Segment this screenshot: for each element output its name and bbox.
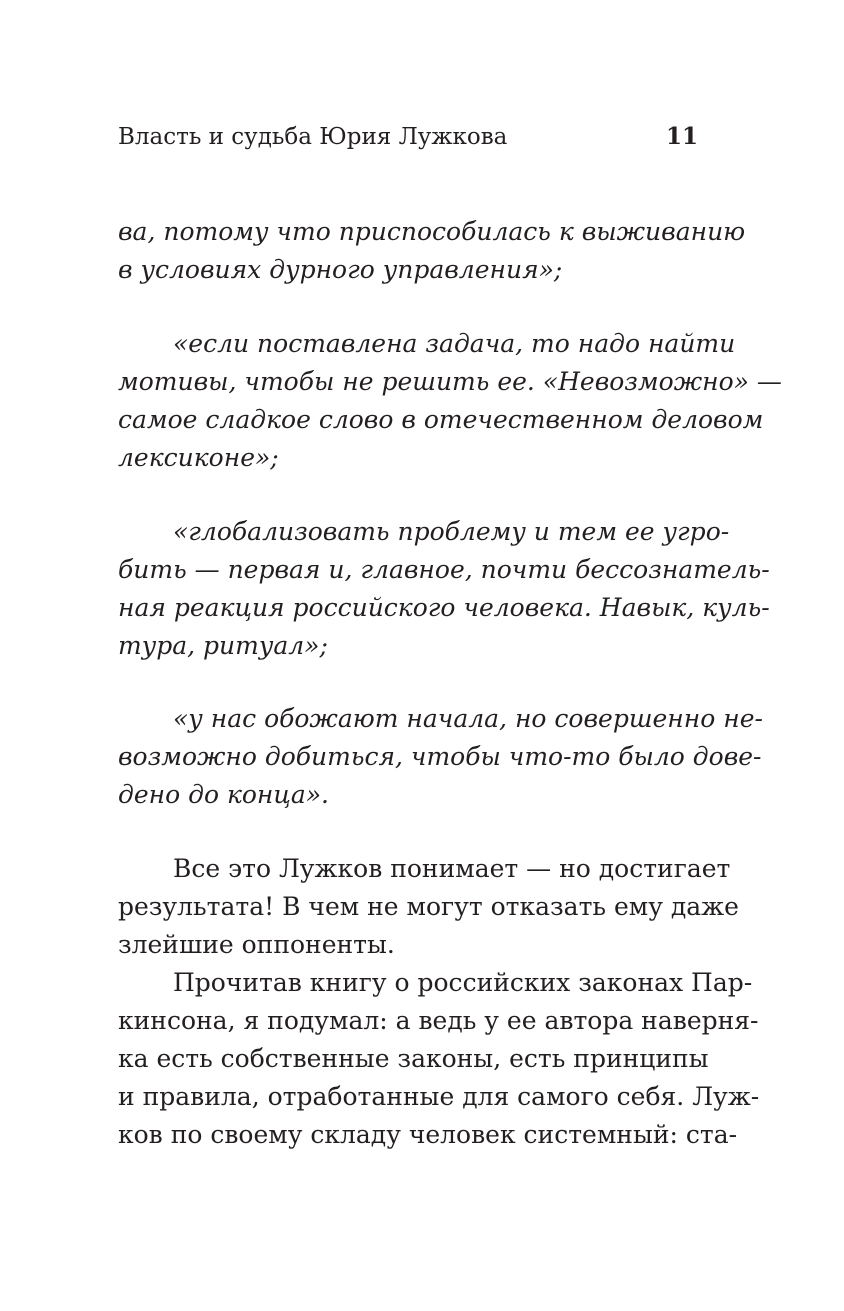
quote-paragraph	[118, 513, 770, 665]
text-line: самое сладкое слово в отечественном деловом	[118, 405, 764, 434]
running-head	[118, 120, 698, 154]
quote-continuation	[118, 213, 746, 289]
text-line: бить — первая и, главное, почти бессознатель-	[118, 555, 770, 584]
text-line: лексиконе»;	[118, 443, 279, 472]
text-line: дено до конца».	[118, 780, 329, 809]
text-line: ная реакция российского человека. Навык, куль-	[118, 593, 770, 622]
body-paragraph	[118, 964, 760, 1154]
text-line: злейшие оппоненты.	[118, 930, 395, 959]
text-line: ва, потому что приспособилась к выживанию	[118, 217, 746, 246]
text-line: возможно добиться, чтобы что-то было дове-	[118, 742, 762, 771]
text-line: результата! В чем не могут отказать ему даже	[118, 892, 739, 921]
text-line: и правила, отработанные для самого себя. Луж-	[118, 1082, 760, 1111]
text-line: Прочитав книгу о российских законах Пар-	[173, 968, 753, 997]
running-title: Власть и судьба Юрия Лужкова	[118, 124, 508, 150]
text-line: в условиях дурного управления»;	[118, 255, 563, 284]
text-line: «если поставлена задача, то надо найти	[173, 329, 736, 358]
text-line: кинсона, я подумал: а ведь у ее автора наверня-	[118, 1006, 759, 1035]
quote-paragraph	[118, 700, 763, 814]
text-line: мотивы, чтобы не решить ее. «Невозможно» —	[118, 367, 782, 396]
text-line: ка есть собственные законы, есть принципы	[118, 1044, 709, 1073]
page-number: 11	[665, 123, 698, 150]
text-line: ков по своему складу человек системный: ста-	[118, 1120, 738, 1149]
quote-paragraph	[118, 325, 782, 477]
text-line: Все это Лужков понимает — но достигает	[173, 854, 731, 883]
body-paragraph	[118, 850, 739, 964]
text-line: «глобализовать проблему и тем ее угро-	[173, 517, 730, 546]
text-line: «у нас обожают начала, но совершенно не-	[173, 704, 763, 733]
text-line: тура, ритуал»;	[118, 631, 328, 660]
